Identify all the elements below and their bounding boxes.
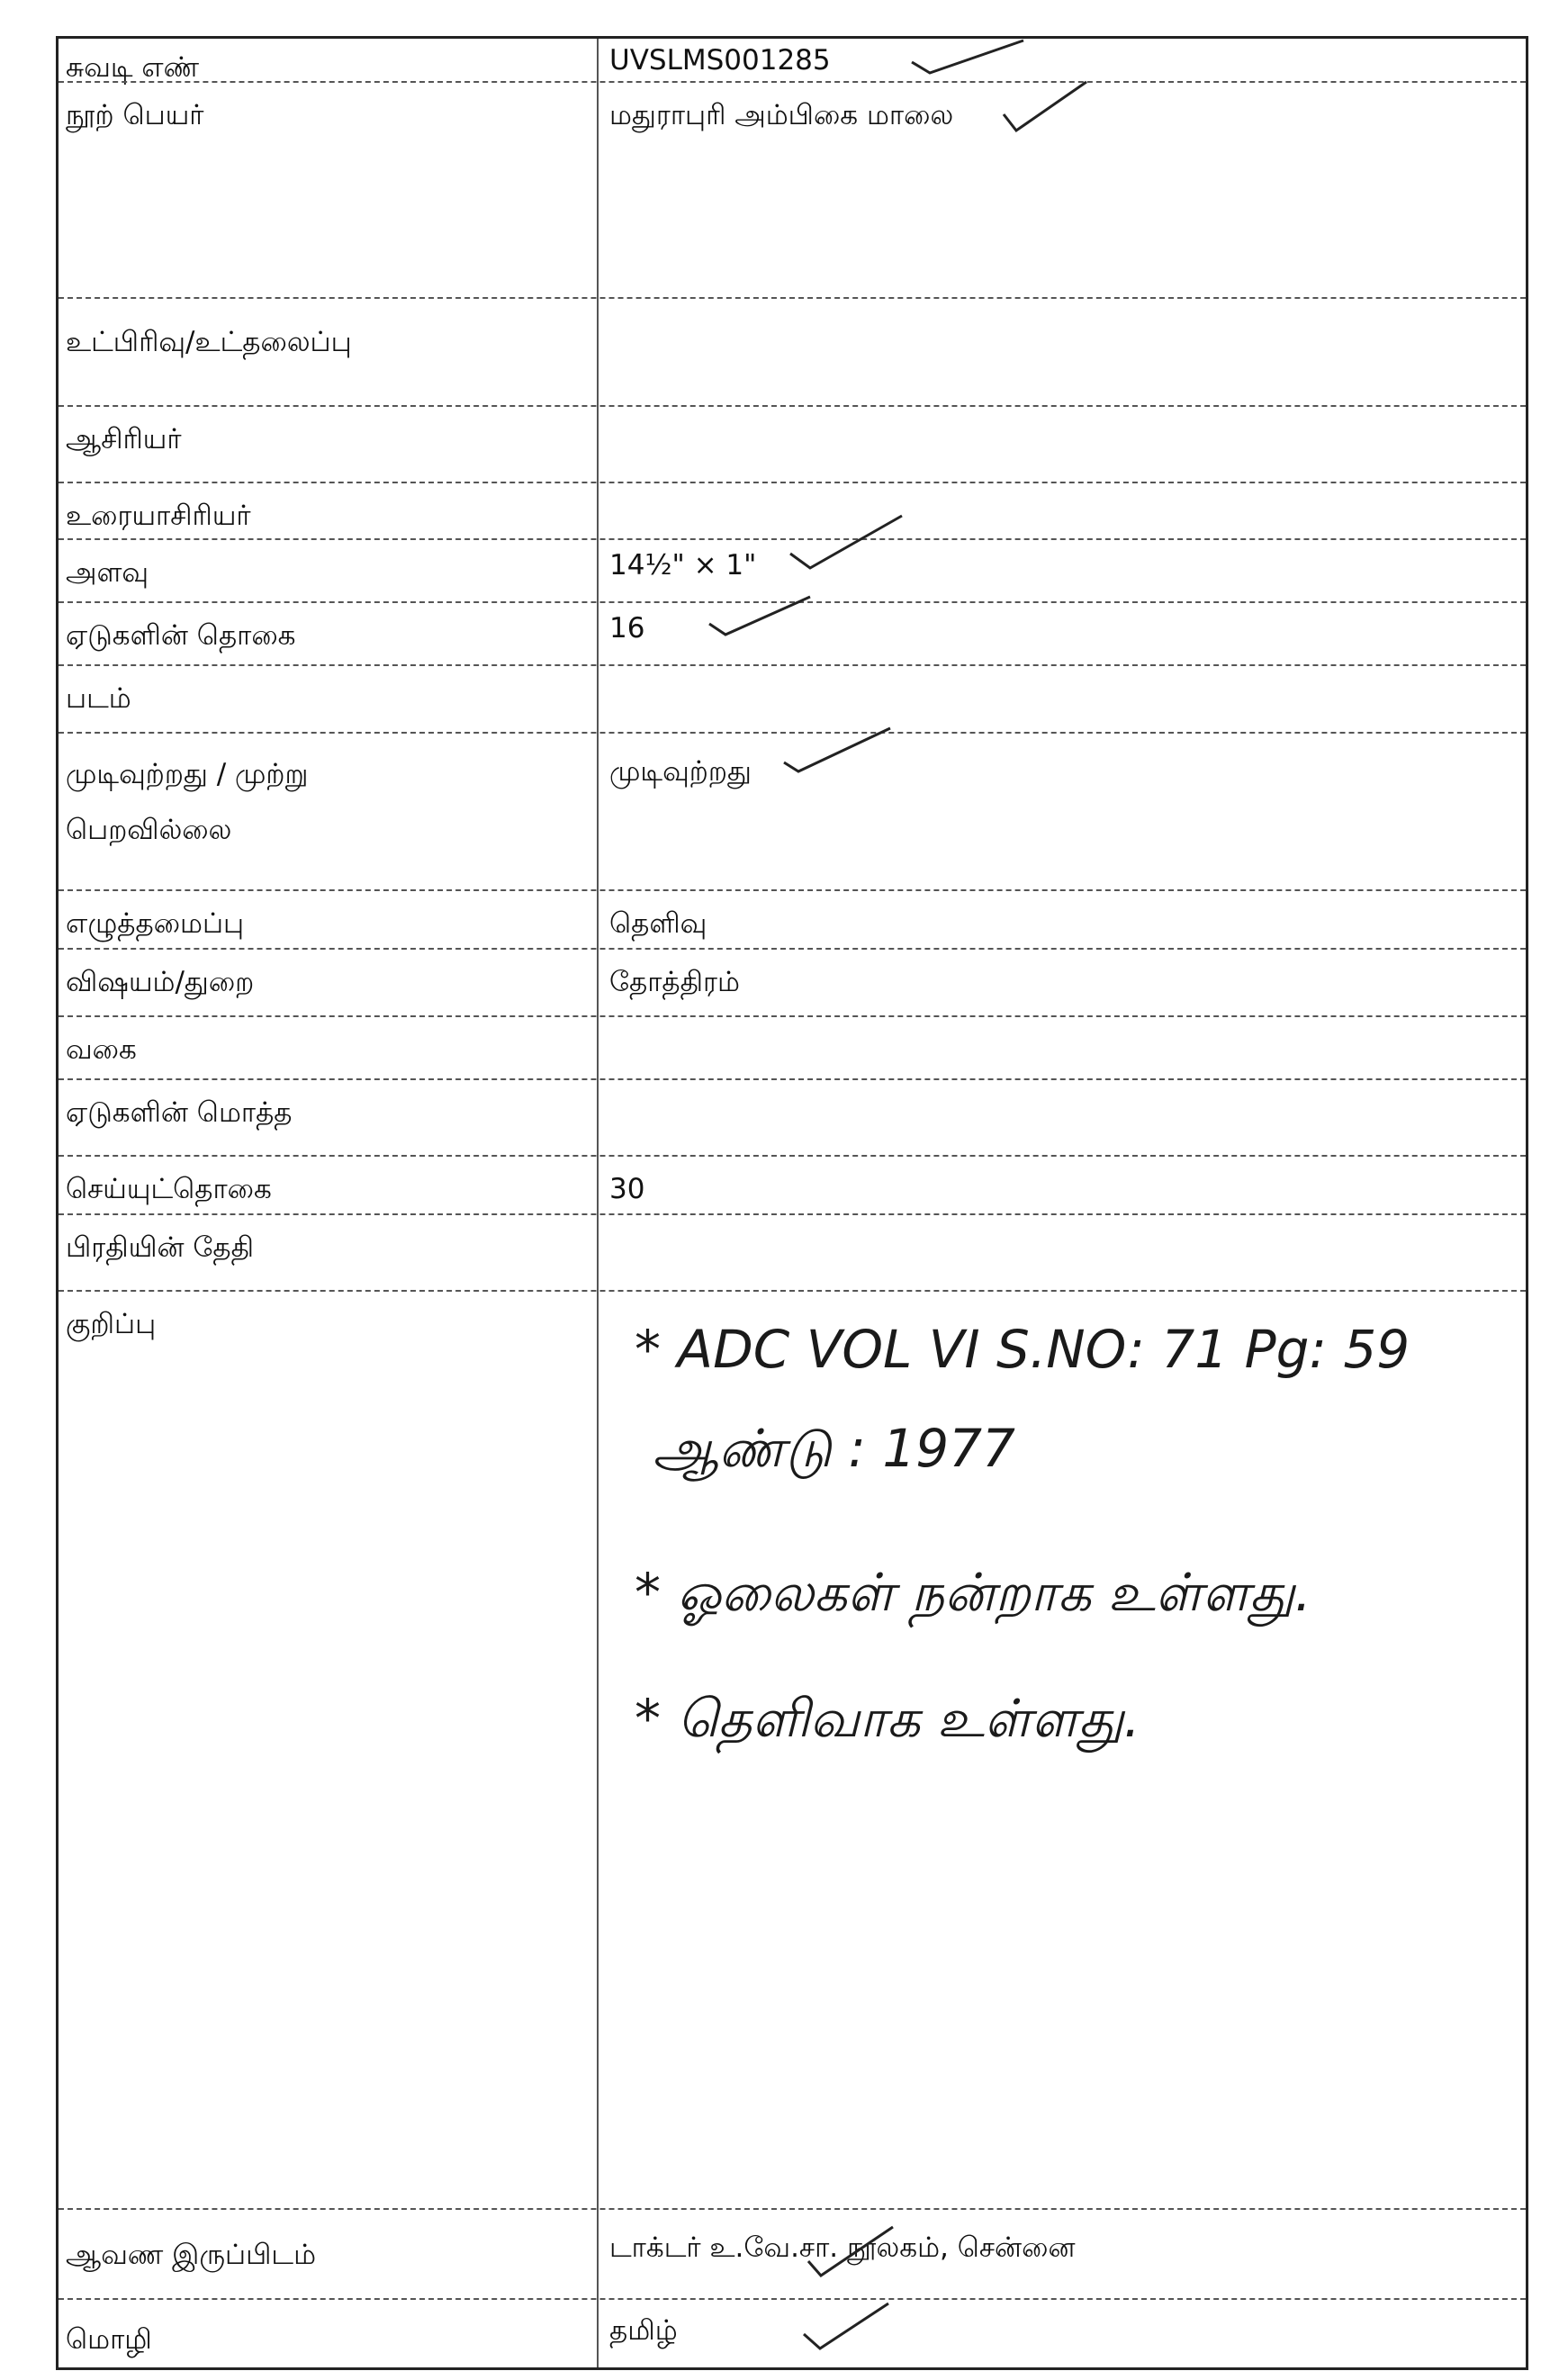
label: உரையாசிரியர்: [66, 500, 251, 532]
row-notes: [59, 1290, 1526, 2208]
check-mark-icon: [783, 507, 909, 579]
value: UVSLMS001285: [609, 44, 831, 77]
label: செய்யுட்தொகை: [66, 1173, 272, 1205]
label: நூற் பெயர்: [66, 99, 204, 131]
row-subdivision: [59, 297, 1526, 405]
row-picture: [59, 664, 1526, 732]
check-mark-icon: [905, 35, 1031, 80]
row-total-leaves: [59, 1078, 1526, 1155]
value: 30: [609, 1173, 645, 1205]
row-copy-date: [59, 1213, 1526, 1290]
note-line-3: * ஓலைகள் நன்றாக உள்ளது.: [635, 1562, 1311, 1623]
value: தெளிவு: [609, 907, 707, 940]
check-mark-icon: [995, 78, 1094, 141]
label: மொழி: [66, 2323, 152, 2356]
value: மதுராபுரி அம்பிகை மாலை: [609, 99, 954, 131]
label: உட்பிரிவு/உட்தலைப்பு: [66, 326, 352, 358]
value: தமிழ்: [609, 2314, 678, 2347]
check-mark-icon: [779, 723, 896, 786]
value: டாக்டர் உ.வே.சா. நூலகம், சென்னை: [609, 2231, 1076, 2264]
check-mark-icon: [797, 2298, 896, 2361]
note-line-4: * தெளிவாக உள்ளது.: [635, 1688, 1140, 1749]
label: படம்: [66, 682, 131, 715]
label: [66, 746, 588, 858]
row-title: [59, 81, 1526, 297]
row-author: [59, 405, 1526, 482]
label: ஏடுகளின் தொகை: [66, 619, 296, 652]
label: ஆசிரியர்: [66, 423, 182, 455]
row-verse-count: [59, 1155, 1526, 1213]
row-subject: [59, 948, 1526, 1015]
label: ஏடுகளின் மொத்த: [66, 1096, 293, 1129]
row-type: [59, 1015, 1526, 1078]
label: சுவடி எண்: [66, 51, 200, 84]
label: குறிப்பு: [66, 1308, 157, 1340]
row-script: [59, 889, 1526, 948]
catalog-sheet: [56, 36, 1528, 2370]
check-mark-icon: [801, 2222, 900, 2285]
label: அளவு: [66, 556, 149, 589]
row-manuscript-number: [59, 39, 1526, 84]
label: ஆவண இருப்பிடம்: [66, 2239, 317, 2271]
value: தோத்திரம்: [609, 966, 740, 998]
note-line-1: * ADC VOL VI S.NO: 71 Pg: 59: [635, 1319, 1410, 1380]
value: 16: [609, 612, 645, 645]
label: வகை: [66, 1033, 137, 1066]
label: எழுத்தமைப்பு: [66, 907, 245, 940]
row-language: [59, 2298, 1526, 2370]
label-line-1: முடிவுற்றது / முற்று: [66, 758, 309, 790]
row-repository: [59, 2208, 1526, 2298]
label: பிரதியின் தேதி: [66, 1231, 255, 1264]
note-line-2: ஆண்டு : 1977: [653, 1418, 1015, 1479]
value: முடிவுற்றது: [609, 755, 752, 788]
value: 14½" × 1": [609, 549, 757, 581]
label: விஷயம்/துறை: [66, 966, 255, 998]
check-mark-icon: [702, 579, 819, 642]
label-line-2: பெறவில்லை: [66, 814, 232, 846]
